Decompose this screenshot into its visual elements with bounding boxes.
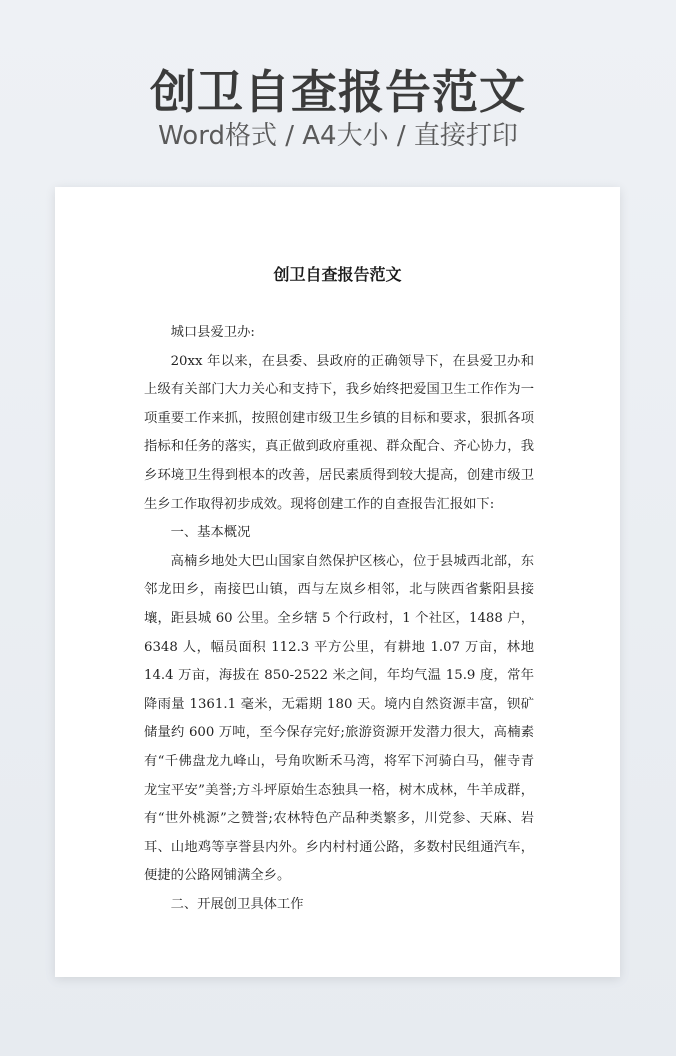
banner-subtitle: Word格式 / A4大小 / 直接打印 [158, 121, 518, 151]
overview-paragraph: 高楠乡地处大巴山国家自然保护区核心，位于县城西北部，东邻龙田乡，南接巴山镇，西与左岚乡相邻，北与陕西省紫阳县接壤，距县城 60 公里。全乡辖 5 个行政村，1 个社区，1488 户，6348 人，幅员面积 112.3 平方公里，有耕地 1.07 万亩，林地 14.4 万亩，海拔在 850-2522 米之间，年均气温 15.9 度，常年降雨量 1361.1 毫米，无霜期 180 天。境内自然资源丰富，钡矿储量约 600 万吨，至今保存完好;旅游资源开发潜力很大，高楠素有“千佛盘龙九峰山，号角吹断禾马湾，将军下河骑白马，催寺青龙宝平安”美誉;方斗坪原始生态独具一格，树木成林，牛羊成群，有“世外桃源”之赞誉;农林特色产品种类繁多，川党参、天麻、岩耳、山地鸡等享誉县内外。乡内村村通公路，多数村民组通汽车，便捷的公路网铺满全乡。 [144, 553, 534, 884]
banner-title: 创卫自查报告范文 [150, 65, 526, 119]
document-title: 创卫自查报告范文 [273, 265, 402, 284]
section-heading-work: 二、开展创卫具体工作 [170, 896, 304, 912]
document-body [144, 319, 534, 919]
section-heading-overview: 一、基本概况 [170, 525, 251, 541]
document-page [55, 187, 620, 977]
salutation: 城口县爱卫办: [170, 325, 255, 340]
intro-paragraph: 20xx 年以来，在县委、县政府的正确领导下，在县爱卫办和上级有关部门大力关心和支持下，我乡始终把爱国卫生工作作为一项重要工作来抓，按照创建市级卫生乡镇的目标和要求，狠抓各项指标和任务的落实，真正做到政府重视、群众配合、齐心协力，我乡环境卫生得到根本的改善，居民素质得到较大提高，创建市级卫生乡工作取得初步成效。现将创建工作的自查报告汇报如下: [144, 353, 534, 512]
